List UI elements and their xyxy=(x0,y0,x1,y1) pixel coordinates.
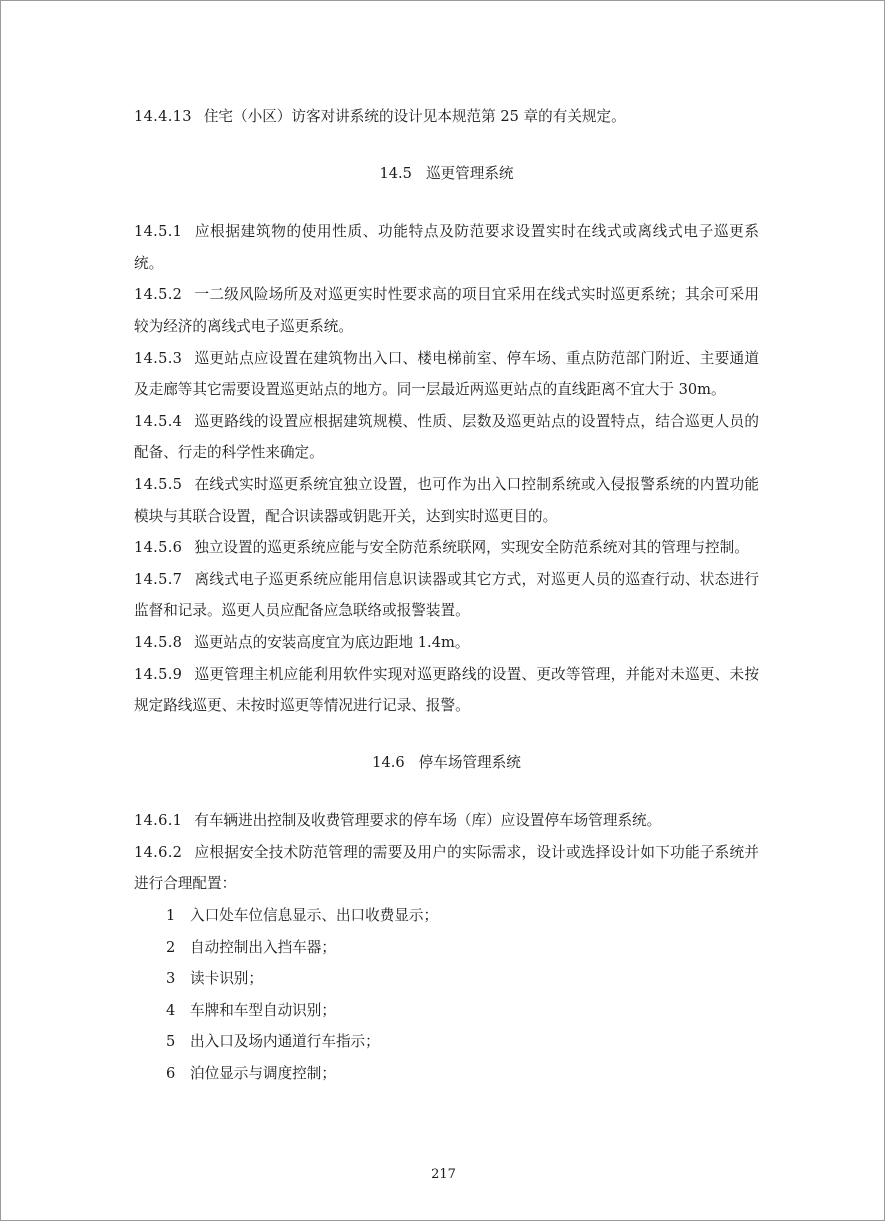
clause-text: 巡更站点应设置在建筑物出入口、楼电梯前室、停车场、重点防范部门附近、主要通道及走廊等其它需要设置巡更站点的地方。同一层最近两巡更站点的直线距离不宜大于 30m。 xyxy=(134,349,759,399)
clause-14-6-2 xyxy=(134,837,759,900)
clause-number: 14.5.8 xyxy=(134,633,183,651)
clause-number: 14.5.4 xyxy=(134,412,183,430)
clause-text: 巡更管理主机应能利用软件实现对巡更路线的设置、更改等管理，并能对未巡更、未按规定路线巡更、未按时巡更等情况进行记录、报警。 xyxy=(134,665,759,715)
list-item-text: 泊位显示与调度控制； xyxy=(190,1065,336,1083)
clause-text: 离线式电子巡更系统应能用信息识读器或其它方式，对巡更人员的巡查行动、状态进行监督和记录。巡更人员应配备应急联络或报警装置。 xyxy=(134,570,759,620)
clause-number: 14.6.1 xyxy=(134,812,183,830)
list-item-number: 6 xyxy=(166,1065,176,1083)
section-title: 巡更管理系统 xyxy=(425,164,514,182)
clause-14-4-13 xyxy=(134,101,759,133)
clause-14-6-1 xyxy=(134,805,759,837)
list-item xyxy=(134,1058,759,1090)
clause-text: 巡更站点的安装高度宜为底边距地 1.4m。 xyxy=(194,633,470,651)
list-item-text: 出入口及场内通道行车指示； xyxy=(190,1033,380,1051)
clause-text: 应根据安全技术防范管理的需要及用户的实际需求，设计或选择设计如下功能子系统并进行合理配置： xyxy=(134,843,759,893)
section-heading-14-5 xyxy=(134,158,759,190)
clause-number: 14.5.2 xyxy=(134,286,183,304)
clause-text: 巡更路线的设置应根据建筑规模、性质、层数及巡更站点的设置特点，结合巡更人员的配备、行走的科学性来确定。 xyxy=(134,412,759,462)
clause-number: 14.5.9 xyxy=(134,665,183,683)
clause-14-5-4 xyxy=(134,406,759,469)
clause-14-5-3 xyxy=(134,343,759,406)
list-item-text: 入口处车位信息显示、出口收费显示； xyxy=(190,907,439,925)
clause-number: 14.5.3 xyxy=(134,349,183,367)
clause-text: 应根据建筑物的使用性质、功能特点及防范要求设置实时在线式或离线式电子巡更系统。 xyxy=(134,223,759,272)
clause-text: 在线式实时巡更系统宜独立设置，也可作为出入口控制系统或入侵报警系统的内置功能模块与其联合设置，配合识读器或钥匙开关，达到实时巡更目的。 xyxy=(134,475,759,525)
clause-14-5-5 xyxy=(134,469,759,532)
list-item xyxy=(134,995,759,1027)
list-item xyxy=(134,1026,759,1058)
section-number: 14.5 xyxy=(379,164,412,182)
list-item xyxy=(134,963,759,995)
clause-text: 有车辆进出控制及收费管理要求的停车场（库）应设置停车场管理系统。 xyxy=(194,812,662,830)
clause-14-5-7 xyxy=(134,564,759,627)
clause-text: 一二级风险场所及对巡更实时性要求高的项目宜采用在线式实时巡更系统；其余可采用较为经济的离线式电子巡更系统。 xyxy=(134,286,759,335)
clause-number: 14.5.6 xyxy=(134,539,183,557)
page-number: 217 xyxy=(431,1167,456,1182)
clause-text: 独立设置的巡更系统应能与安全防范系统联网，实现安全防范系统对其的管理与控制。 xyxy=(194,539,749,557)
clause-14-5-8 xyxy=(134,627,759,659)
clause-14-5-2 xyxy=(134,279,759,342)
section-number: 14.6 xyxy=(372,753,405,771)
list-item-number: 1 xyxy=(166,907,176,925)
clause-number: 14.6.2 xyxy=(134,843,183,861)
clause-number: 14.5.1 xyxy=(134,223,183,241)
list-item-text: 读卡识别； xyxy=(190,970,263,988)
list-item xyxy=(134,900,759,932)
section-title: 停车场管理系统 xyxy=(418,753,521,771)
page-body xyxy=(134,101,759,1090)
list-item-number: 4 xyxy=(166,1001,176,1019)
list-item xyxy=(134,932,759,964)
list-item-number: 2 xyxy=(166,938,176,956)
clause-text: 住宅（小区）访客对讲系统的设计见本规范第 25 章的有关规定。 xyxy=(203,108,626,125)
list-item-text: 自动控制出入挡车器； xyxy=(190,938,336,956)
clause-number: 14.4.13 xyxy=(134,108,192,125)
clause-number: 14.5.5 xyxy=(134,475,183,493)
clause-number: 14.5.7 xyxy=(134,570,183,588)
list-item-text: 车牌和车型自动识别； xyxy=(190,1001,336,1019)
list-item-number: 3 xyxy=(166,970,176,988)
section-heading-14-6 xyxy=(134,747,759,779)
clause-14-5-6 xyxy=(134,532,759,564)
clause-14-5-1 xyxy=(134,216,759,279)
clause-14-5-9 xyxy=(134,659,759,722)
list-item-number: 5 xyxy=(166,1033,176,1051)
